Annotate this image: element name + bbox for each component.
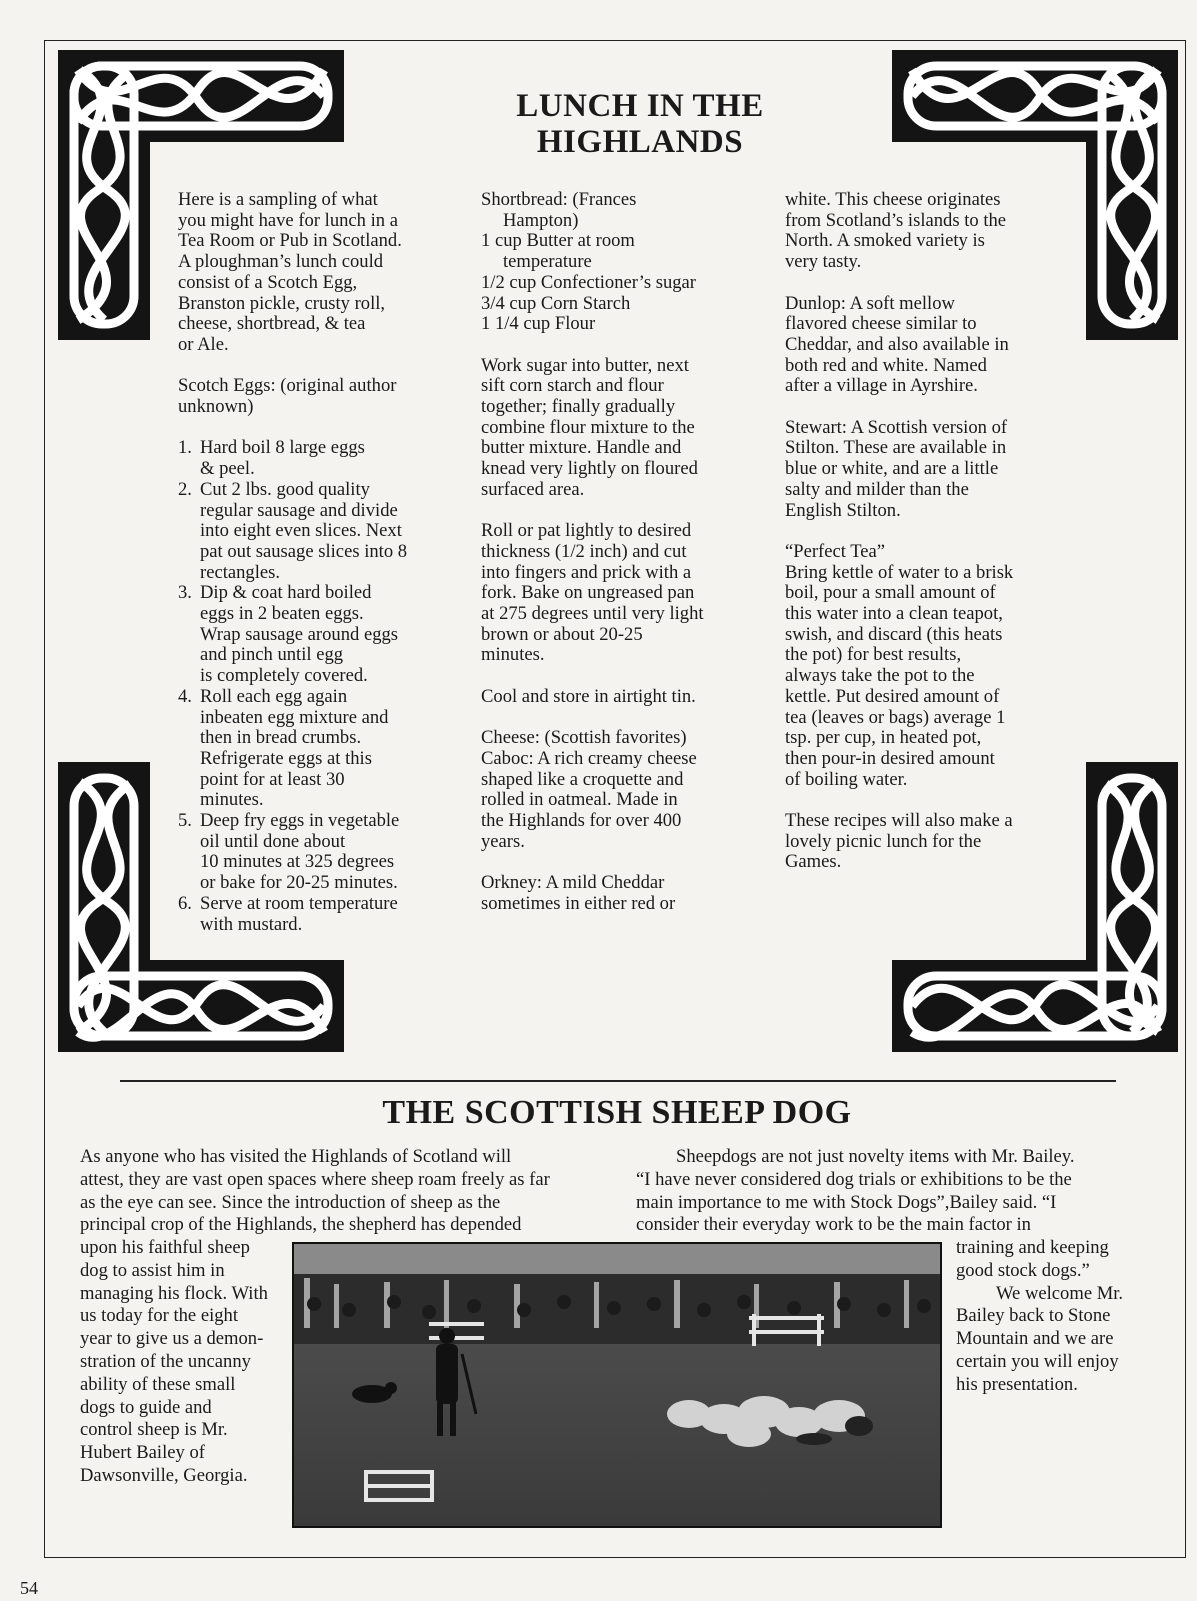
text-line: Stewart: A Scottish version of — [785, 416, 1008, 438]
stewart-paragraph — [785, 418, 1085, 522]
text-line: regular sausage and divide — [200, 499, 398, 521]
text-line: or Ale. — [178, 333, 229, 355]
sheepdog-photo-illustration — [294, 1244, 942, 1528]
cool-store-line: Cool and store in airtight tin. — [481, 685, 696, 707]
text-line: brown or about 20-25 — [481, 623, 643, 645]
text-line: Bring kettle of water to a brisk — [785, 561, 1014, 583]
text-line: Shortbread: (Frances — [481, 189, 637, 210]
step-number: 5. — [178, 810, 192, 832]
recipe-step — [178, 687, 458, 811]
text-line: of boiling water. — [785, 768, 908, 790]
text-line: together; finally gradually — [481, 396, 676, 418]
text-line: Work sugar into butter, next — [481, 354, 689, 376]
text-line: Dunlop: A soft mellow — [785, 292, 955, 314]
shortbread-heading — [481, 190, 766, 231]
shortbread-method-2 — [481, 521, 766, 666]
text-line: kettle. Put desired amount of — [785, 685, 1000, 707]
text-line: blue or white, and are a little — [785, 458, 999, 480]
text-line: English Stilton. — [785, 499, 901, 521]
text-line: minutes. — [481, 644, 545, 666]
text-line: as the eye can see. Since the introduction of sheep as the — [80, 1191, 501, 1213]
text-line: Dip & coat hard boiled — [200, 582, 372, 604]
text-line: pat out sausage slices into 8 — [200, 540, 408, 562]
text-line: knead very lightly on floured — [481, 458, 698, 480]
text-line: from Scotland’s islands to the — [785, 209, 1007, 231]
text-line: Bailey back to Stone — [956, 1305, 1111, 1327]
recipe-step — [178, 894, 458, 935]
sheepdog-right-narrow — [956, 1237, 1156, 1397]
text-line: main importance to me with Stock Dogs”,Bailey said. “I — [636, 1191, 1057, 1213]
text-line: A ploughman’s lunch could — [178, 251, 384, 273]
text-line: us today for the eight — [80, 1305, 239, 1327]
text-line: “Perfect Tea” — [785, 540, 886, 562]
text-line: into eight even slices. Next — [200, 520, 402, 542]
text-line: eggs in 2 beaten eggs. — [200, 603, 364, 625]
text-line: and pinch until egg — [200, 644, 344, 666]
text-line: cheese, shortbread, & tea — [178, 313, 366, 335]
sheepdog-left-full — [80, 1146, 620, 1237]
text-line: principal crop of the Highlands, the shepherd has depended — [80, 1214, 522, 1236]
text-line: training and keeping — [956, 1237, 1109, 1258]
text-line: Cheese: (Scottish favorites) — [481, 727, 687, 749]
text-line: his presentation. — [956, 1373, 1078, 1395]
text-line: with mustard. — [200, 913, 303, 935]
text-line: Stilton. These are available in — [785, 437, 1007, 459]
text-line: Refrigerate eggs at this — [200, 747, 372, 769]
step-number: 1. — [178, 437, 192, 459]
text-line: year to give us a demon- — [80, 1328, 264, 1350]
text-line: the pot) for best results, — [785, 644, 962, 666]
text-line: Wrap sausage around eggs — [200, 623, 399, 645]
text-line: tea (leaves or bags) average 1 — [785, 706, 1006, 728]
text-line: at 275 degrees until very light — [481, 603, 704, 625]
text-line: lovely picnic lunch for the — [785, 830, 982, 852]
recipe-step — [178, 583, 458, 687]
text-line: ability of these small — [80, 1373, 236, 1395]
text-line: salty and milder than the — [785, 478, 969, 500]
recipe-title-line2: HIGHLANDS — [536, 124, 744, 160]
text-line: Mountain and we are — [956, 1328, 1114, 1350]
text-line: “I have never considered dog trials or exhibitions to be the — [636, 1168, 1072, 1190]
text-line: oil until done about — [200, 830, 346, 852]
text-line: very tasty. — [785, 251, 862, 273]
shortbread-ingredients — [481, 231, 766, 335]
text-line: butter mixture. Handle and — [481, 437, 682, 459]
text-line: Games. — [785, 851, 842, 873]
text-line: unknown) — [178, 396, 254, 418]
text-line: These recipes will also make a — [785, 810, 1013, 832]
recipe-step — [178, 811, 458, 894]
perfect-tea-paragraph — [785, 542, 1085, 790]
sheepdog-left-narrow — [80, 1237, 285, 1488]
text-line: boil, pour a small amount of — [785, 582, 996, 604]
text-line: As anyone who has visited the Highlands of Scotland will — [80, 1146, 512, 1167]
text-line: point for at least 30 — [200, 768, 345, 790]
text-line: rectangles. — [200, 561, 281, 583]
text-line: then in bread crumbs. — [200, 727, 362, 749]
text-line: sift corn starch and flour — [481, 375, 664, 397]
text-line: Caboc: A rich creamy cheese — [481, 747, 697, 769]
text-line: Cheddar, and also available in — [785, 333, 1009, 355]
text-line: Serve at room temperature — [200, 892, 398, 914]
text-line: after a village in Ayrshire. — [785, 375, 978, 397]
text-line: sometimes in either red or — [481, 892, 676, 914]
recipe-title-line1: LUNCH IN THE — [516, 88, 764, 124]
text-line: & peel. — [200, 458, 255, 480]
step-number: 2. — [178, 478, 192, 500]
text-line: the Highlands for over 400 — [481, 810, 682, 832]
intro-paragraph — [178, 190, 458, 356]
scotch-eggs-steps — [178, 438, 458, 935]
text-line: into fingers and prick with a — [481, 561, 692, 583]
text-line: 1 cup Butter at room — [481, 230, 635, 252]
step-number: 4. — [178, 685, 192, 707]
closing-paragraph — [785, 811, 1085, 873]
text-line: Here is a sampling of what — [178, 189, 378, 210]
recipe-column-3 — [785, 190, 1085, 894]
step-number: 3. — [178, 582, 192, 604]
text-line: Dawsonville, Georgia. — [80, 1464, 248, 1486]
orkney-paragraph — [481, 873, 766, 914]
text-line: fork. Bake on ungreased pan — [481, 582, 695, 604]
text-line: good stock dogs.” — [956, 1259, 1090, 1281]
text-line: managing his flock. With — [80, 1282, 268, 1304]
text-line: North. A smoked variety is — [785, 230, 985, 252]
text-line: 10 minutes at 325 degrees — [200, 851, 395, 873]
text-line: both red and white. Named — [785, 354, 987, 376]
sheepdog-trial-photo — [292, 1242, 942, 1528]
text-line: then pour-in desired amount — [785, 747, 995, 769]
text-line: Roll or pat lightly to desired — [481, 520, 692, 542]
text-line: swish, and discard (this heats — [785, 623, 1003, 645]
shortbread-method-1 — [481, 356, 766, 501]
text-line: control sheep is Mr. — [80, 1419, 228, 1441]
orkney-continued — [785, 190, 1085, 273]
text-line: Hampton) — [503, 209, 579, 231]
text-line: dog to assist him in — [80, 1259, 225, 1281]
text-line: 1 1/4 cup Flour — [481, 313, 596, 335]
text-line: upon his faithful sheep — [80, 1237, 250, 1258]
text-line: or bake for 20-25 minutes. — [200, 872, 398, 894]
recipe-title — [420, 88, 860, 160]
text-line: Roll each egg again — [200, 685, 348, 707]
text-line: temperature — [503, 251, 592, 273]
recipe-step — [178, 480, 458, 584]
text-line: 3/4 cup Corn Starch — [481, 292, 631, 314]
text-line: Sheepdogs are not just novelty items with Mr. Bailey. — [676, 1146, 1075, 1167]
text-line: combine flour mixture to the — [481, 416, 695, 438]
text-line: is completely covered. — [200, 665, 368, 687]
scotch-eggs-heading — [178, 376, 458, 417]
text-line: Cut 2 lbs. good quality — [200, 478, 370, 500]
text-line: stration of the uncanny — [80, 1350, 251, 1372]
sheepdog-right-full — [636, 1146, 1156, 1237]
text-line: years. — [481, 830, 525, 852]
text-line: attest, they are vast open spaces where sheep roam freely as far — [80, 1168, 550, 1190]
text-line: thickness (1/2 inch) and cut — [481, 540, 687, 562]
text-line: 1/2 cup Confectioner’s sugar — [481, 271, 696, 293]
recipe-step — [178, 438, 458, 479]
text-line: you might have for lunch in a — [178, 209, 398, 231]
text-line: dogs to guide and — [80, 1396, 212, 1418]
text-line: Scotch Eggs: (original author — [178, 375, 397, 397]
text-line: rolled in oatmeal. Made in — [481, 789, 678, 811]
text-line: this water into a clean teapot, — [785, 603, 1003, 625]
text-line: certain you will enjoy — [956, 1350, 1119, 1372]
sheepdog-title: THE SCOTTISH SHEEP DOG — [382, 1094, 852, 1131]
text-line: surfaced area. — [481, 478, 585, 500]
section-divider — [120, 1080, 1116, 1082]
text-line: always take the pot to the — [785, 665, 975, 687]
text-line: minutes. — [200, 789, 264, 811]
text-line: Tea Room or Pub in Scotland. — [178, 230, 402, 252]
step-number: 6. — [178, 892, 192, 914]
text-line: inbeaten egg mixture and — [200, 706, 389, 728]
text-line: Hard boil 8 large eggs — [200, 437, 365, 459]
text-line: flavored cheese similar to — [785, 313, 977, 335]
text-line: We welcome Mr. — [996, 1282, 1124, 1304]
text-line: tsp. per cup, in heated pot, — [785, 727, 982, 749]
dunlop-paragraph — [785, 294, 1085, 398]
text-line: consist of a Scotch Egg, — [178, 271, 358, 293]
page-number: 54 — [20, 1578, 38, 1598]
recipe-column-2 — [481, 190, 766, 935]
text-line: Hubert Bailey of — [80, 1442, 205, 1464]
cheese-paragraph — [481, 728, 766, 852]
text-line: Orkney: A mild Cheddar — [481, 872, 665, 894]
text-line: shaped like a croquette and — [481, 768, 684, 790]
text-line: Branston pickle, crusty roll, — [178, 292, 386, 314]
text-line: Deep fry eggs in vegetable — [200, 810, 400, 832]
text-line: consider their everyday work to be the main factor in — [636, 1214, 1031, 1236]
text-line: white. This cheese originates — [785, 189, 1001, 210]
recipe-column-1 — [178, 190, 458, 935]
